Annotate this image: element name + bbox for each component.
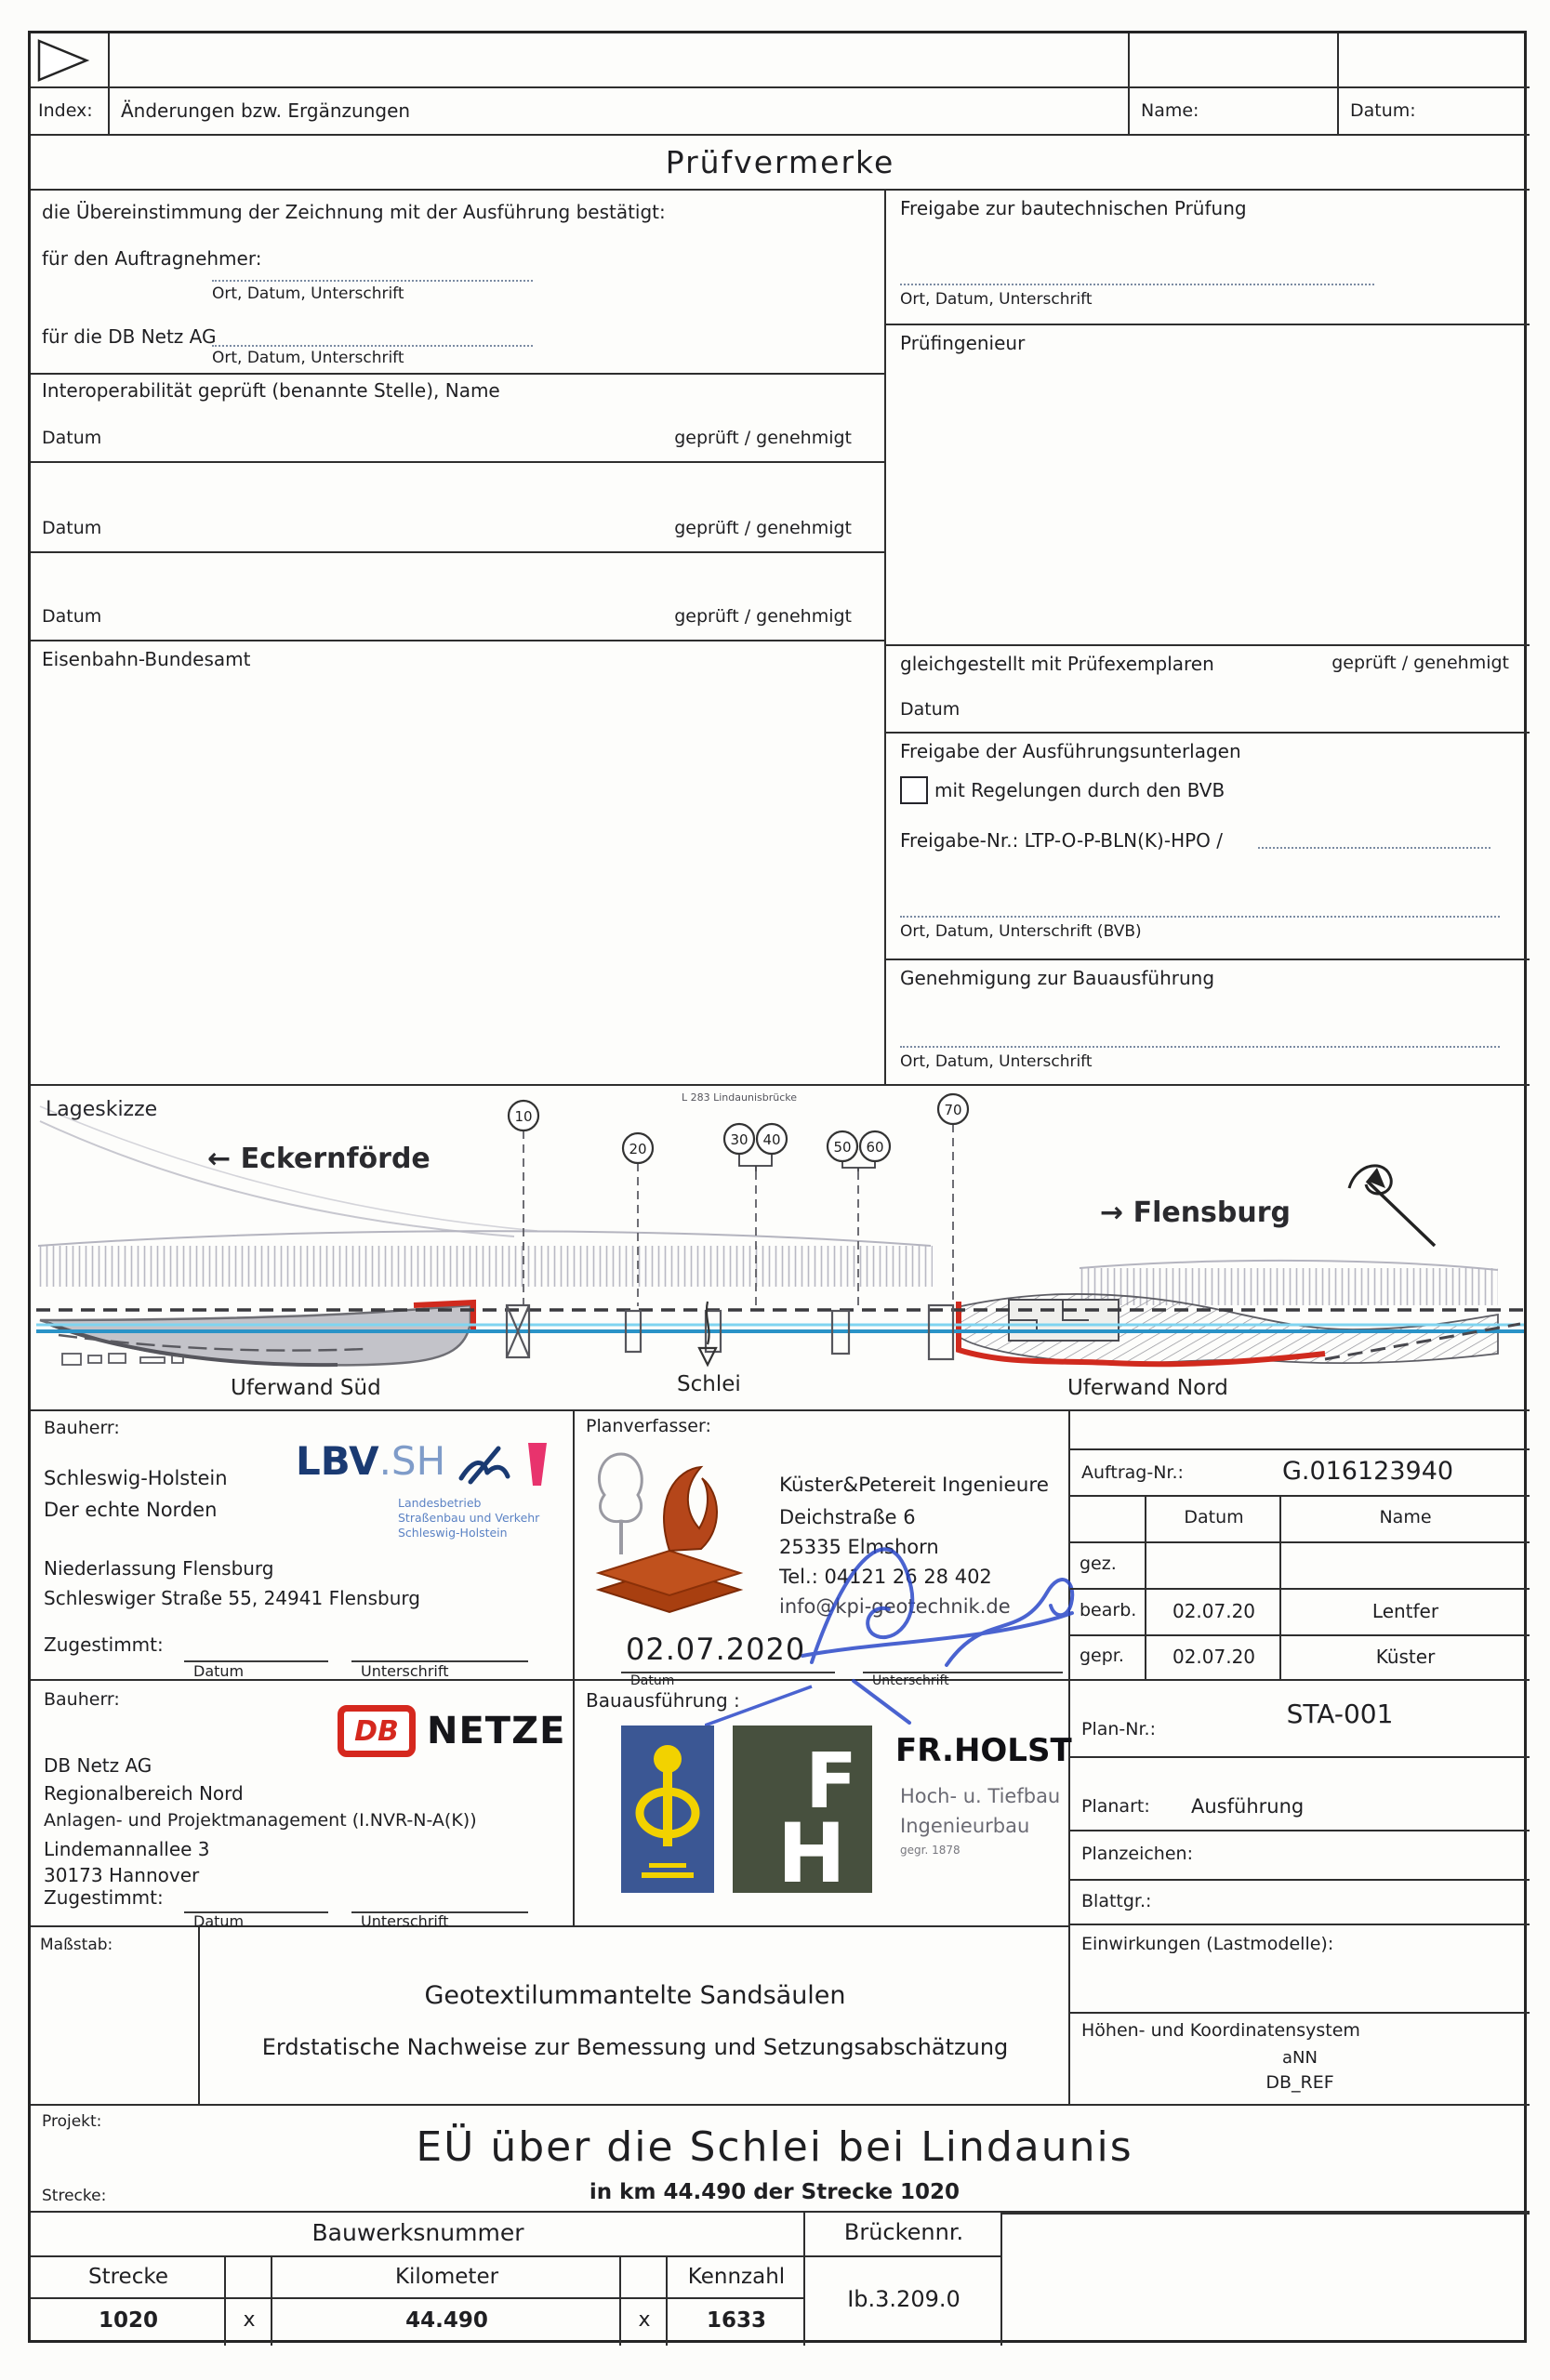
lbv-logo-text — [296, 1439, 445, 1484]
lageskizze-label: Lageskizze — [46, 1098, 158, 1121]
kennzahl-header: Kennzahl — [687, 2265, 786, 2289]
bvb-checkbox — [900, 776, 928, 804]
datum-label: Datum — [630, 1673, 675, 1688]
datum-label: Datum — [193, 1912, 245, 1930]
blattgr-cell — [1070, 1881, 1530, 1925]
x1-header-cell — [226, 2257, 272, 2299]
axis-marker-10 — [509, 1101, 538, 1130]
db-netze-logo — [338, 1705, 565, 1757]
bridge-railing-south — [38, 1231, 933, 1287]
kpi-city: 25335 Elmshorn — [779, 1536, 939, 1558]
datum-cell — [1339, 88, 1530, 136]
datum-label: Datum — [900, 699, 960, 720]
schlei-label: Schlei — [677, 1372, 741, 1396]
auftrag-label: Auftrag-Nr.: — [1081, 1462, 1184, 1483]
planzeichen-cell — [1070, 1831, 1530, 1881]
projekt-cell — [31, 2106, 1530, 2213]
bauherr-strasse: Schleswiger Straße 55, 24941 Flensburg — [44, 1587, 420, 1609]
auftrag-row-gepr — [1070, 1636, 1530, 1681]
strecke-value: 1020 — [98, 2308, 158, 2333]
row-name-cell — [1281, 1636, 1530, 1681]
approval-row-cell — [31, 553, 886, 641]
approval-row-cell — [31, 463, 886, 553]
unterschrift-label: Unterschrift — [872, 1673, 949, 1688]
interop-label: Interoperabilität geprüft (benannte Stelle), Name — [42, 379, 500, 402]
projekt-title: EÜ über die Schlei bei Lindaunis — [416, 2123, 1133, 2171]
kpi-tel: Tel.: 04121 26 28 402 — [779, 1566, 992, 1588]
changes-cell — [110, 88, 1130, 136]
x1-value: x — [243, 2308, 256, 2332]
signature-stroke-overflow — [705, 1681, 826, 1729]
kennzahl-header-cell — [668, 2257, 805, 2299]
axis-marker-60 — [860, 1131, 890, 1161]
document-title-1: Geotextilummantelte Sandsäulen — [424, 1981, 846, 2010]
bauherr-db-cell — [31, 1681, 575, 1930]
axis-marker-label: 60 — [866, 1139, 884, 1156]
row-datum: 02.07.20 — [1172, 1646, 1256, 1668]
row-label: gez. — [1080, 1554, 1117, 1574]
genehmigung-label: Genehmigung zur Bauausführung — [900, 967, 1215, 989]
gleichgestellt-cell — [886, 646, 1530, 734]
eba-cell — [31, 641, 886, 1086]
strecke-header-cell — [31, 2257, 226, 2299]
approved-label: geprüft / genehmigt — [674, 428, 852, 448]
row-label: bearb. — [1080, 1600, 1137, 1620]
auftrag-th-empty — [1070, 1497, 1146, 1543]
bz-logo-icon — [621, 1726, 714, 1893]
fh-logo-f: F — [805, 1738, 858, 1826]
datum-label: Datum — [42, 606, 102, 627]
auftrag-th-name — [1281, 1497, 1530, 1543]
gleichgestellt-label: gleichgestellt mit Prüfexemplaren — [900, 653, 1214, 675]
interop-cell — [31, 375, 886, 463]
kilometer-value: 44.490 — [405, 2308, 488, 2333]
frholst-line2: Ingenieurbau — [900, 1815, 1030, 1837]
row-datum: 02.07.20 — [1172, 1600, 1256, 1622]
massstab-cell — [31, 1927, 200, 2106]
approved-label: geprüft / genehmigt — [674, 518, 852, 538]
bvb-checkbox-label: mit Regelungen durch den BVB — [934, 779, 1225, 801]
auftrag-value: G.016123940 — [1281, 1457, 1454, 1486]
row-name: Lentfer — [1371, 1600, 1439, 1622]
lbv-sub3: Schleswig-Holstein — [398, 1526, 508, 1540]
brueckennr-value: Ib.3.209.0 — [847, 2286, 960, 2312]
bauausfuehrung-label: Bauausführung : — [586, 1689, 740, 1712]
row-label-cell — [1070, 1590, 1146, 1636]
netze-logo-text: NETZE — [427, 1710, 566, 1752]
fh-logo-icon — [733, 1726, 872, 1893]
axis-marker-30 — [724, 1124, 754, 1154]
bauherr-lbv-cell — [31, 1411, 575, 1681]
odu-label: Ort, Datum, Unterschrift — [900, 290, 1093, 309]
signature-dotted-line — [212, 280, 533, 282]
right-empty-row — [1070, 1411, 1530, 1450]
axis-marker-label: 50 — [833, 1139, 852, 1156]
changes-label: Änderungen bzw. Ergänzungen — [121, 99, 411, 122]
auftrag-th-datum — [1146, 1497, 1281, 1543]
direction-east-label: → Flensburg — [1100, 1197, 1292, 1229]
x1-value-cell — [226, 2299, 272, 2346]
fh-logo — [733, 1726, 872, 1893]
frholst-line1: Hoch- u. Tiefbau — [900, 1785, 1061, 1807]
projekt-subtitle: in km 44.490 der Strecke 1020 — [589, 2180, 960, 2204]
plan-nr-value: STA-001 — [1286, 1699, 1394, 1729]
name-label: Name: — [1141, 100, 1199, 121]
plan-nr-cell — [1070, 1681, 1530, 1758]
row-label-cell — [1070, 1543, 1146, 1590]
db-name: DB Netz AG — [44, 1754, 152, 1777]
x2-value-cell — [621, 2299, 668, 2346]
massstab-label: Maßstab: — [40, 1936, 113, 1954]
index-cell — [31, 88, 110, 136]
planverfasser-date: 02.07.2020 — [626, 1632, 806, 1667]
axis-marker-label: 20 — [629, 1141, 647, 1157]
frholst-line3: gegr. 1878 — [900, 1844, 960, 1857]
approved-label: geprüft / genehmigt — [674, 606, 852, 627]
axis-marker-40 — [757, 1124, 787, 1154]
db-line3: Anlagen- und Projektmanagement (I.NVR-N-A(K)) — [44, 1810, 477, 1831]
eba-label: Eisenbahn-Bundesamt — [42, 648, 251, 670]
db-line4: Lindemannallee 3 — [44, 1838, 210, 1860]
unterschrift-label: Unterschrift — [361, 1662, 449, 1680]
odu-label: Ort, Datum, Unterschrift — [212, 284, 404, 303]
freigabe-nr-dotted — [1258, 847, 1490, 849]
auftrag-row-gez — [1070, 1543, 1530, 1590]
pruefingenieur-cell — [886, 325, 1530, 646]
row-label-cell — [1070, 1636, 1146, 1681]
confirmation-title: die Übereinstimmung der Zeichnung mit der Ausführung bestätigt: — [42, 201, 666, 223]
db-logo-text: DB — [354, 1714, 399, 1748]
row-label: gepr. — [1080, 1646, 1124, 1666]
genehmigung-cell — [886, 960, 1530, 1086]
auftrag-row-bearb — [1070, 1590, 1530, 1636]
lageskizze-cell — [31, 1086, 1530, 1411]
kilometer-value-cell — [272, 2299, 621, 2346]
lbv-sub1: Landesbetrieb — [398, 1496, 482, 1510]
kpi-company: Küster&Petereit Ingenieure — [779, 1474, 1049, 1497]
db-line5: 30173 Hannover — [44, 1864, 200, 1886]
freigabe-pruefung-label: Freigabe zur bautechnischen Prüfung — [900, 197, 1247, 219]
planverfasser-cell — [575, 1411, 1070, 1688]
direction-west-label: ← Eckernförde — [207, 1143, 431, 1175]
koordinaten-line2: DB_REF — [1265, 2072, 1334, 2093]
pruefingenieur-label: Prüfingenieur — [900, 332, 1026, 354]
bridge-name-label: L 283 Lindaunisbrücke — [682, 1091, 797, 1104]
lbv-figure-icon — [454, 1439, 556, 1488]
kilometer-header-cell — [272, 2257, 621, 2299]
projekt-label: Projekt: — [42, 2112, 102, 2131]
site-sketch — [31, 1086, 1530, 1411]
kpi-logo — [586, 1441, 753, 1627]
pruefvermerke-title: Prüfvermerke — [665, 144, 895, 180]
signature-dotted-line — [212, 345, 533, 347]
x2-header-cell — [621, 2257, 668, 2299]
revision-symbol-cell — [31, 33, 110, 88]
kpi-street: Deichstraße 6 — [779, 1506, 916, 1528]
brueckennr-value-cell — [805, 2257, 1002, 2346]
row-datum-cell — [1146, 1543, 1281, 1590]
axis-marker-label: 10 — [514, 1108, 533, 1125]
auftrag-table-header — [1070, 1497, 1530, 1543]
datum-label: Datum — [42, 518, 102, 538]
brueckennr-label: Brückennr. — [843, 2219, 964, 2245]
kilometer-header: Kilometer — [394, 2265, 499, 2289]
datum-label: Datum — [193, 1662, 245, 1680]
unterschrift-label: Unterschrift — [361, 1912, 449, 1930]
freigabe-unterlagen-cell — [886, 734, 1530, 960]
koordinaten-cell — [1070, 2014, 1530, 2106]
axis-marker-70 — [938, 1094, 968, 1124]
freigabe-unterlagen-label: Freigabe der Ausführungsunterlagen — [900, 740, 1241, 762]
koordinaten-label: Höhen- und Koordinatensystem — [1081, 2020, 1360, 2041]
name-cell — [1130, 88, 1339, 136]
lbv-logo-suffix: .SH — [378, 1438, 446, 1484]
document-title-cell — [200, 1927, 1070, 2106]
odu-label: Ort, Datum, Unterschrift — [900, 1052, 1093, 1071]
bottom-right-empty — [1002, 2213, 1530, 2346]
bauherr-claim: Der echte Norden — [44, 1499, 218, 1521]
axis-marker-label: 70 — [944, 1102, 962, 1118]
bauherr-label: Bauherr: — [44, 1418, 120, 1438]
approved-label: geprüft / genehmigt — [1331, 653, 1509, 673]
south-abutment-mass — [40, 1305, 470, 1365]
planart-cell — [1070, 1758, 1530, 1831]
row-name-cell — [1281, 1590, 1530, 1636]
einwirkungen-label: Einwirkungen (Lastmodelle): — [1081, 1934, 1334, 1954]
axis-marker-label: 30 — [730, 1131, 749, 1148]
revision-empty-cell — [110, 33, 1130, 88]
col-datum-label: Datum — [1184, 1507, 1244, 1527]
axis-marker-label: 40 — [762, 1131, 781, 1148]
fh-logo-h: H — [777, 1805, 846, 1893]
revision-triangle-icon — [31, 33, 96, 86]
index-label: Index: — [38, 100, 93, 121]
uferwand-sued-label: Uferwand Süd — [231, 1376, 381, 1400]
lbv-sub2: Straßenbau und Verkehr — [398, 1511, 540, 1525]
strecke-header: Strecke — [87, 2265, 168, 2289]
planart-label: Planart: — [1081, 1796, 1150, 1817]
dbnetz-label: für die DB Netz AG — [42, 325, 217, 348]
brueckennr-header — [805, 2213, 1002, 2257]
plan-nr-label: Plan-Nr.: — [1081, 1719, 1156, 1739]
bauherr-niederlassung: Niederlassung Flensburg — [44, 1557, 274, 1580]
revision-datum-cell — [1339, 33, 1530, 88]
x2-value: x — [638, 2308, 651, 2332]
pruefvermerke-header — [31, 136, 1530, 191]
col-name-label: Name — [1379, 1507, 1432, 1527]
bauwerksnummer-header — [31, 2213, 805, 2257]
title-block-sheet — [28, 31, 1527, 2343]
row-name-cell — [1281, 1543, 1530, 1590]
datum-label: Datum: — [1350, 100, 1416, 121]
auftrag-cell — [1070, 1450, 1530, 1497]
frholst-name: FR.HOLST — [895, 1732, 1072, 1769]
axis-markers — [509, 1094, 968, 1163]
zugestimmt-label: Zugestimmt: — [44, 1886, 164, 1909]
db-logo-icon — [338, 1705, 416, 1757]
strecke-value-cell — [31, 2299, 226, 2346]
einwirkungen-cell — [1070, 1925, 1530, 2014]
db-line2: Regionalbereich Nord — [44, 1782, 244, 1805]
bauausfuehrung-cell — [575, 1681, 1070, 1927]
row-datum-cell — [1146, 1636, 1281, 1681]
freigabe-nr-label: Freigabe-Nr.: LTP-O-P-BLN(K)-HPO / — [900, 829, 1224, 852]
confirmation-cell — [31, 191, 886, 375]
contractor-label: für den Auftragnehmer: — [42, 247, 262, 270]
odu-bvb-label: Ort, Datum, Unterschrift (BVB) — [900, 922, 1142, 941]
row-name: Küster — [1375, 1646, 1436, 1668]
signature-dotted-line — [900, 916, 1500, 918]
bauherr-label: Bauherr: — [44, 1689, 120, 1710]
uferwand-nord-label: Uferwand Nord — [1067, 1376, 1228, 1400]
kennzahl-value: 1633 — [706, 2308, 766, 2333]
signature-scribble — [798, 1500, 1077, 1681]
signature-dotted-line — [900, 284, 1374, 285]
blattgr-label: Blattgr.: — [1081, 1891, 1152, 1911]
signature-dotted-line — [900, 1046, 1500, 1048]
north-arrow-icon — [1349, 1166, 1435, 1246]
revision-name-cell — [1130, 33, 1339, 88]
planart-value: Ausführung — [1191, 1795, 1305, 1818]
odu-label: Ort, Datum, Unterschrift — [212, 349, 404, 367]
document-title-2: Erdstatische Nachweise zur Bemessung und Setzungsabschätzung — [261, 2034, 1009, 2060]
bauherr-land: Schleswig-Holstein — [44, 1467, 228, 1489]
datum-label: Datum — [42, 428, 102, 448]
planverfasser-label: Planverfasser: — [586, 1416, 711, 1436]
strecke-label: Strecke: — [42, 2187, 107, 2205]
bauwerksnummer-label: Bauwerksnummer — [311, 2219, 524, 2246]
zugestimmt-label: Zugestimmt: — [44, 1633, 164, 1656]
koordinaten-line1: aNN — [1282, 2048, 1318, 2068]
lbv-logo-main: LBV — [296, 1438, 379, 1484]
kpi-email: info@kpi-geotechnik.de — [779, 1595, 1011, 1618]
row-datum-cell — [1146, 1590, 1281, 1636]
kennzahl-value-cell — [668, 2299, 805, 2346]
axis-marker-50 — [828, 1131, 857, 1161]
planzeichen-label: Planzeichen: — [1081, 1844, 1193, 1864]
freigabe-pruefung-cell — [886, 191, 1530, 325]
bz-logo — [621, 1726, 714, 1893]
axis-marker-20 — [623, 1133, 653, 1163]
